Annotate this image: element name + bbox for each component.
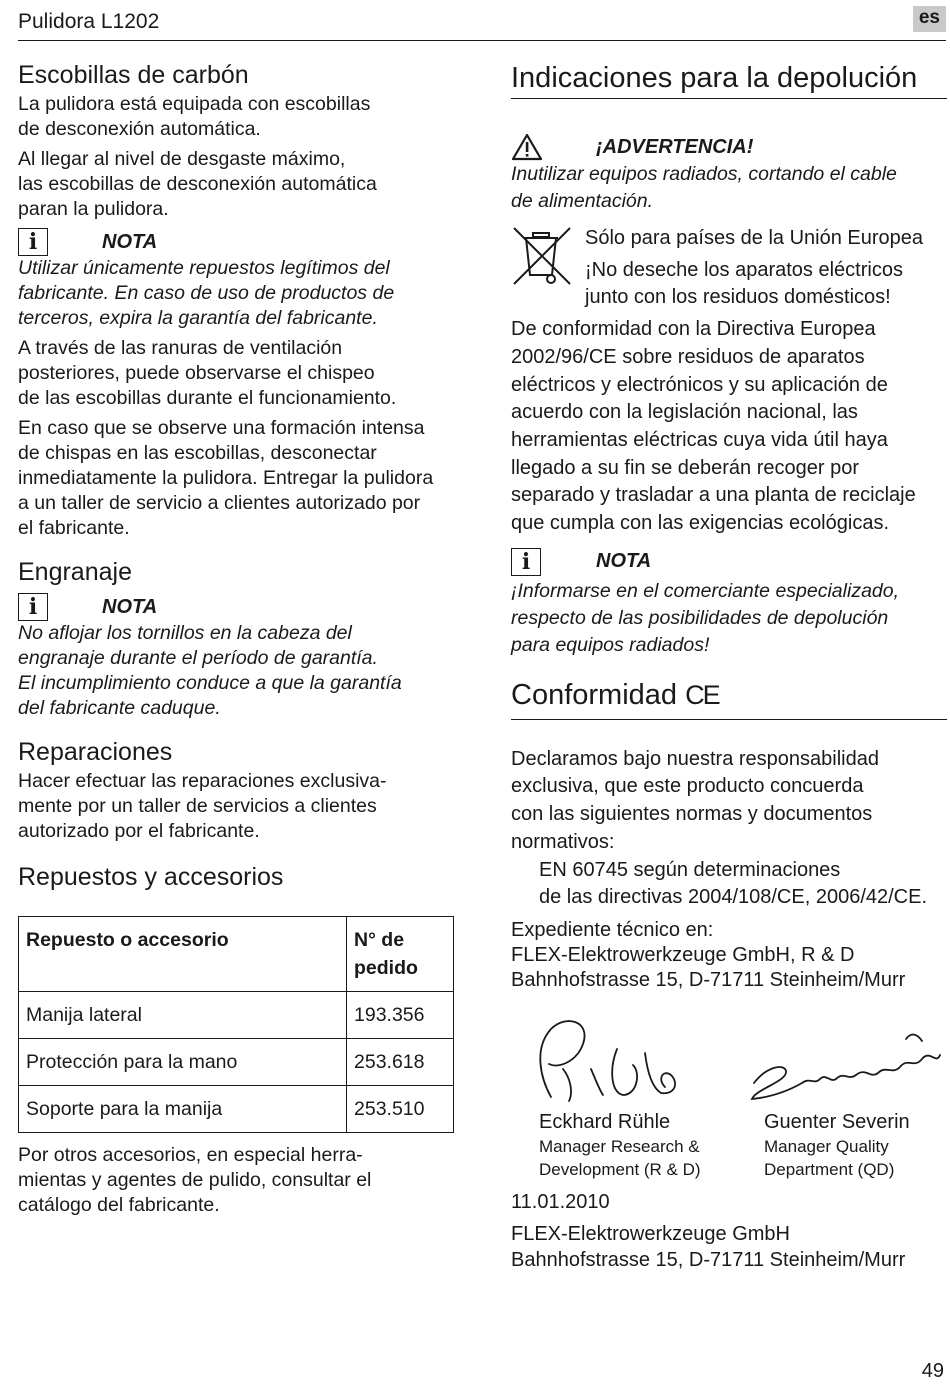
info-icon: i [511,548,541,576]
right-column [511,58,947,1273]
technical-file-text: Expediente técnico en: FLEX-Elektrowerkzeuge GmbH, R & D Bahnhofstrasse 15, D-71711 Steinheim/Murr [511,918,906,991]
carbon-paragraph-4: En caso que se observe una formación intensa de chispas en las escobillas, desconectar inmediatamente la pulidora. Entregar la pulidora a un taller de servicio a clientes autorizado por el fabricante. [18,417,434,539]
warning-header [511,133,947,161]
column-header-part: Repuesto o accesorio [19,917,347,992]
conformity-heading [511,675,947,720]
carbon-note-text: Utilizar únicamente repuestos legítimos del fabricante. En caso de uso de productos de terceros, expira la garantía del fabricante. [18,257,395,329]
part-code: 193.356 [347,992,454,1039]
part-code: 253.510 [347,1086,454,1133]
carbon-paragraph-2: Al llegar al nivel de desgaste máximo, las escobillas de desconexión automática paran la pulidora. [18,148,377,220]
left-column [18,58,458,1223]
repairs-heading: Reparaciones [18,738,173,766]
directive-text: De conformidad con la Directiva Europea 2002/96/CE sobre residuos de aparatos eléctricos y electrónicos y su aplicación de acuerdo con la legislación nacional, las herramientas eléctricas cuya vida útil haya llegado a su fin se deberán recoger por separado y trasladar a una planta de reciclaje que cumpla con las exigencias ecológicas. [511,318,916,535]
carbon-brushes-heading: Escobillas de carbón [18,61,249,89]
warning-triangle-icon [511,133,543,161]
part-name: Protección para la mano [19,1039,347,1086]
eu-only-text: Sólo para países de la Unión Europea [585,227,924,249]
table-row [19,992,454,1039]
parts-table [18,916,454,1133]
table-row [19,1039,454,1086]
weee-text [585,225,923,312]
gear-note-label: NOTA [102,595,158,618]
carbon-note-label: NOTA [102,230,158,253]
disposal-heading: Indicaciones para la depolución [511,58,947,99]
info-icon: i [18,228,48,256]
part-name: Soporte para la manija [19,1086,347,1133]
gear-heading: Engranaje [18,558,132,586]
declaration-date: 11.01.2010 [511,1190,610,1213]
standards-text: EN 60745 según determinaciones de las directivas 2004/108/CE, 2006/42/CE. [539,858,928,909]
signature-block-severin [736,1009,948,1181]
table-header-row [19,917,454,992]
signature-ruehle [511,1009,736,1109]
signatures [511,1009,947,1181]
ce-mark: CE [685,679,719,710]
disposal-note-header [511,548,947,576]
conformity-heading-text: Conformidad [511,678,678,711]
company-address: FLEX-Elektrowerkzeuge GmbH Bahnhofstrasse 15, D-71711 Steinheim/Murr [511,1222,906,1271]
weee-notice [511,225,947,312]
gear-note-header [18,593,458,621]
language-badge: es [913,6,946,32]
warning-label: ¡ADVERTENCIA! [596,135,754,158]
info-icon: i [18,593,48,621]
part-code: 253.618 [347,1039,454,1086]
crossed-out-wheelie-bin-icon [511,225,573,287]
document-title: Pulidora L1202 [18,10,160,33]
page-header [18,0,946,41]
parts-heading: Repuestos y accesorios [18,863,284,891]
page-number: 49 [921,1360,944,1382]
signer-name: Eckhard Rühle [539,1110,671,1133]
column-header-order-no: N° de pedido [347,917,454,992]
parts-footer-text: Por otros accesorios, en especial herra- mientas y agentes de pulido, consultar el catálogo del fabricante. [18,1144,372,1216]
warning-text: Inutilizar equipos radiados, cortando el cable de alimentación. [511,163,897,212]
carbon-paragraph-1: La pulidora está equipada con escobillas de desconexión automática. [18,93,371,140]
carbon-note-header [18,228,458,256]
disposal-note-text: ¡Informarse en el comerciante especializado, respecto de las posibilidades de depolución para equipos radiados! [511,579,900,656]
signer-name: Guenter Severin [764,1110,910,1133]
signer-role: Manager Research & Development (R & D) [539,1136,701,1179]
part-name: Manija lateral [19,992,347,1039]
repairs-text: Hacer efectuar las reparaciones exclusiva- mente por un taller de servicios a clientes autorizado por el fabricante. [18,770,387,842]
disposal-note-label: NOTA [596,550,652,573]
table-row [19,1086,454,1133]
signature-severin [736,1009,948,1109]
signer-role: Manager Quality Department (QD) [764,1136,895,1179]
signature-block-ruehle [511,1009,736,1181]
carbon-paragraph-3: A través de las ranuras de ventilación posteriores, puede observarse el chispeo de las escobillas durante el funcionamiento. [18,337,397,409]
gear-note-text: No aflojar los tornillos en la cabeza del engranaje durante el período de garantía. El incumplimiento conduce a que la garantía del fabricante caduque. [18,622,402,719]
no-household-disposal-text: ¡No deseche los aparatos eléctricos junto con los residuos domésticos! [585,258,903,309]
declaration-text: Declaramos bajo nuestra responsabilidad exclusiva, que este producto concuerda con las siguientes normas y documentos normativos: [511,747,879,853]
